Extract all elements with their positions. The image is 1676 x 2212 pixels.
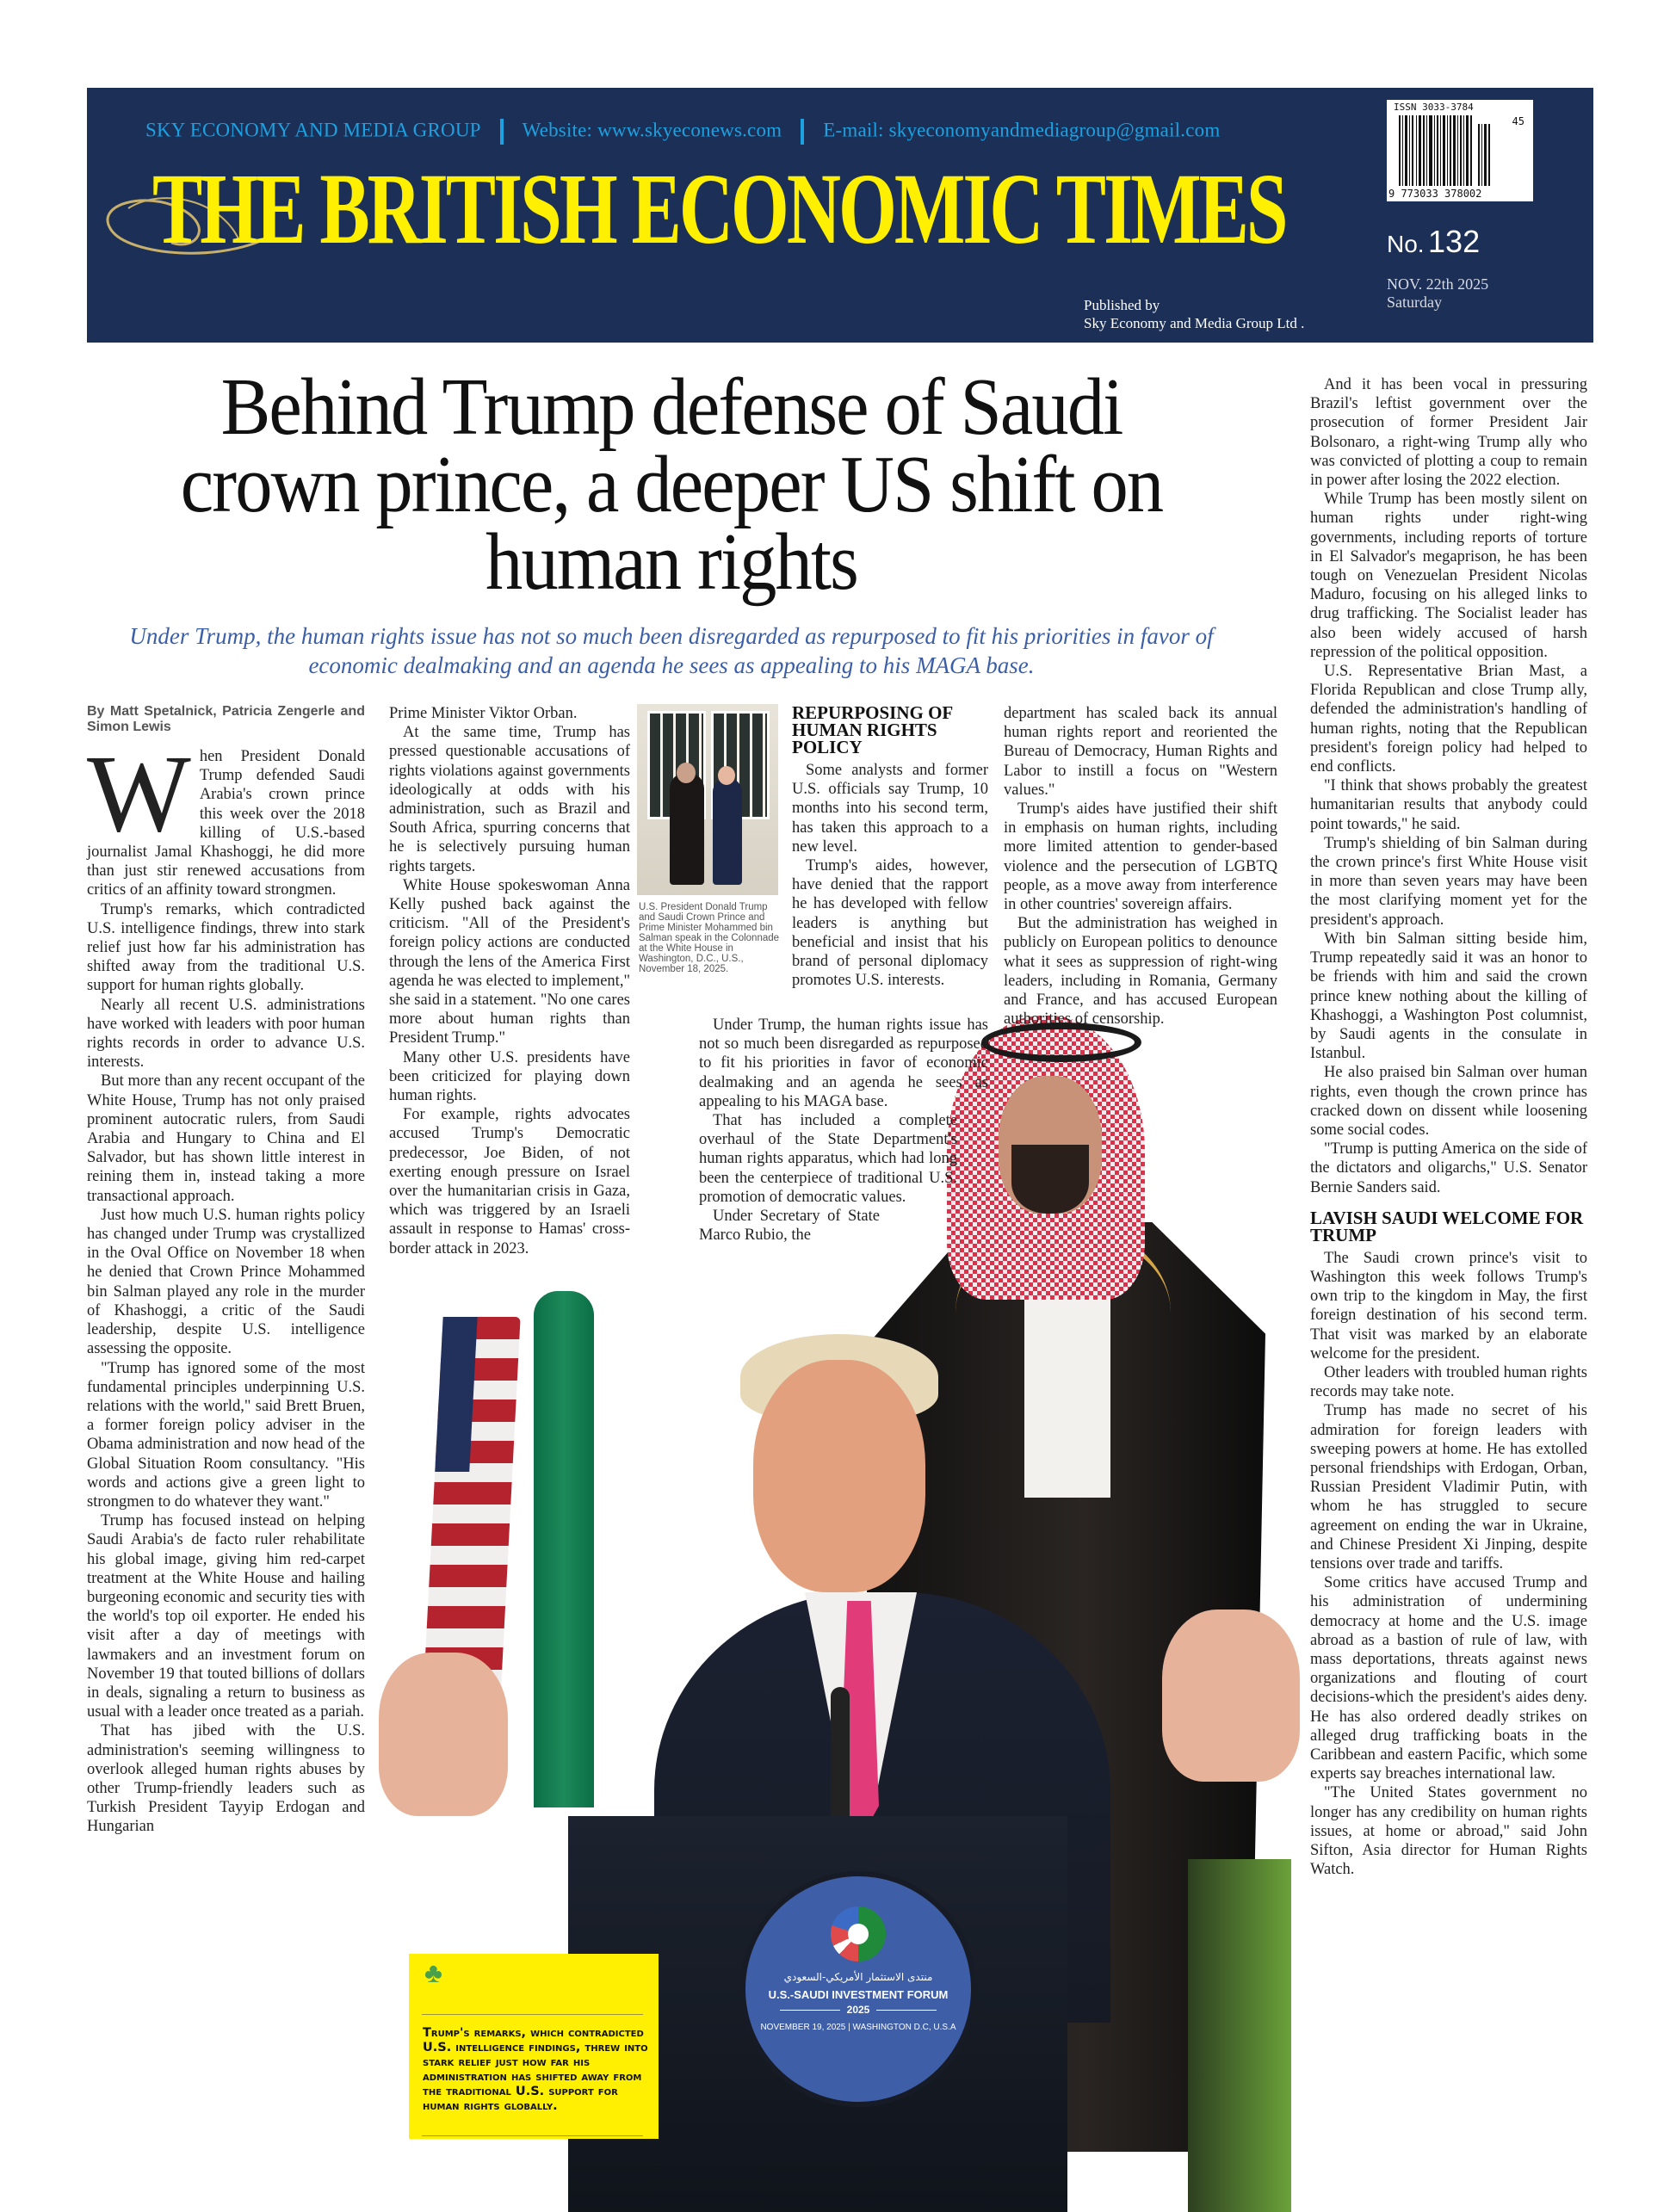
paragraph: Some analysts and former U.S. officials say Trump, 10 months into his second term, has taken this approach to a new level.: [792, 762, 988, 856]
subhead-lavish-welcome: LAVISH SAUDI WELCOME FOR TRUMP: [1310, 1207, 1584, 1245]
paragraph: "The United States government no longer has any credibility on human rights issues, at home or abroad," said John Sifton, Asia director for Human Rights Watch.: [1310, 1784, 1587, 1879]
paragraph: The Saudi crown prince's visit to Washington this week follows Trump's own trip to the kingdom in May, the first foreign destination of his second term. That visit was marked by an elaborate welcome for the president.: [1310, 1249, 1587, 1362]
paragraph: Nearly all recent U.S. administrations have worked with leaders with poor human rights records in order to advance U.S. interests.: [87, 996, 365, 1072]
prince-beard: [1011, 1145, 1089, 1214]
byline: By Matt Spetalnick, Patricia Zengerle and Simon Lewis: [87, 704, 365, 734]
trump-face: [753, 1360, 925, 1592]
divider: [801, 119, 804, 145]
paragraph: Trump's aides, however, have denied that the rapport he has developed with fellow leaders is anything but beneficial and insist that his brand of personal diplomacy promotes U.S. interests.: [792, 857, 988, 990]
paragraph: And it has been vocal in pressuring Brazil's leftist government over the prosecution of former President Jair Bolsonaro, a right-wing Trump ally who was convicted of plotting a coup to remain in power after losing the 2022 election.: [1310, 376, 1587, 490]
forum-seal: [745, 1876, 971, 2102]
newspaper-title: THE BRITISH ECONOMIC TIMES: [152, 152, 1286, 265]
paragraph: "Trump has ignored some of the most fundamental principles underpinning U.S. relations with the world," said Brett Bruen, a former foreign policy adviser in the Obama administration and now head of the Global Situation Room consultancy. "His words and actions give a green light to strongmen to do whatever they want.": [87, 1359, 365, 1511]
article-column-5: [1310, 375, 1587, 1879]
paragraph: Under Trump, the human rights issue has not so much been disregarded as repurposed to fit his priorities in favor of economic dealmaking and an agenda he sees as appealing to his MAGA base.: [699, 1016, 988, 1110]
divider: [422, 2135, 643, 2136]
barcode-icon: [1399, 115, 1494, 186]
background-foliage: [1188, 1859, 1291, 2212]
issue-value: 132: [1428, 224, 1481, 259]
paragraph: "Trump is putting America on the side of the dictators and oligarchs," U.S. Senator Bernie Sanders said.: [1310, 1140, 1587, 1196]
article-headline: Behind Trump defense of Saudi crown prince, a deeper US shift on human rights: [180, 362, 1163, 607]
paragraph: Trump has made no secret of his admiration for foreign leaders with sweeping powers at home. He has extolled personal friendships with Erdogan, Orban, Russian President Vladimir Putin, with whom he has struggled to secure agreement on ending the war in Ukraine, and Chinese President Xi Jinping, despite tensions over trade and tariffs.: [1310, 1402, 1587, 1572]
paragraph: Many other U.S. presidents have been criticized for playing down human rights.: [389, 1048, 630, 1105]
article-column-4: [1004, 704, 1277, 1029]
date-text: NOV. 22th 2025: [1387, 275, 1489, 293]
article-column-3b: [699, 1016, 988, 1245]
crown-prince-head: [677, 763, 696, 783]
photo-caption: U.S. President Donald Trump and Saudi Crown Prince and Prime Minister Mohammed bin Salman speak in the Colonnade at the White House in Washington, D.C., U.S., November 18, 2025.: [639, 902, 780, 974]
barcode-number: 9 773033 378002: [1388, 188, 1482, 200]
paragraph: Other leaders with troubled human rights records may take note.: [1310, 1363, 1587, 1401]
paragraph: Under Secretary of State Marco Rubio, the: [699, 1208, 880, 1245]
paragraph: Trump has focused instead on helping Saudi Arabia's de facto ruler rehabilitate his global image, giving him red-carpet treatment at the White House and hailing burgeoning economic and security ties with the world's top oil exporter. He ended his visit after a day of meetings with lawmakers and an investment forum on November 19 that touted billions of dollars in deals, signaling a return to business as usual with a leader once treated as a pariah.: [87, 1512, 365, 1721]
microphone: [831, 1687, 850, 1825]
website-link[interactable]: Website: www.skyeconews.com: [522, 119, 782, 141]
paragraph: Some critics have accused Trump and his administration of undermining democracy at home and the U.S. image abroad as a bastion of rule of law, with mass deportations, threats against news organizations and flouting of court decisions-which the president's aides deny. He has also ordered deadly strikes on alleged drug trafficking boats in the Caribbean and eastern Pacific, which some experts say breaches international law.: [1310, 1574, 1587, 1783]
paragraph: Trump's remarks, which contradicted U.S. intelligence findings, threw into stark relief just how far his administration has shifted away from the traditional U.S. support for human rights globally.: [87, 900, 365, 995]
trump-left-hand: [379, 1653, 508, 1816]
pull-quote-text: Trump's remarks, which contradicted U.S. intelligence findings, threw into stark relief just how far his administration has shifted away from the traditional U.S. support for human rights globally.: [423, 2026, 648, 2113]
paragraph: Trump's shielding of bin Salman during the crown prince's first White House visit in more than seven years may have been the most clarifying moment yet for the president's approach.: [1310, 834, 1587, 929]
forum-title: U.S.-SAUDI INVESTMENT FORUM: [768, 1988, 949, 2001]
paragraph: That has jibed with the U.S. administration's seeming willingness to overlook alleged human rights abuses by other Trump-friendly leaders such as Turkish President Tayyip Erdogan and Hungarian: [87, 1722, 365, 1836]
article-column-2: [389, 704, 630, 1258]
saudi-flag: [534, 1291, 594, 1807]
paragraph: Trump's aides have justified their shift in emphasis on human rights, including more limited attention to gender-based violence and the persecution of LGBTQ people, as a move away from interference in other countries' sovereign affairs.: [1004, 800, 1277, 914]
paragraph: But more than any recent occupant of the White House, Trump has not only praised prominent autocratic rulers, from Saudi Arabia and Hungary to China and El Salvador, but has shown little interest in reining them in, instead taking a more transactional approach.: [87, 1072, 365, 1205]
white-house-photo: [637, 704, 778, 895]
paragraph: He also praised bin Salman over human rights, even though the crown prince has cracked down on dissent while loosening some social codes.: [1310, 1064, 1587, 1139]
publisher-info: [1084, 296, 1304, 332]
email-link[interactable]: E-mail: skyeconomyandmediagroup@gmail.com: [823, 119, 1221, 141]
flag-canton: [435, 1317, 477, 1472]
weekday-text: Saturday: [1387, 293, 1442, 311]
paragraph: Prime Minister Viktor Orban.: [389, 705, 578, 722]
article-deck: Under Trump, the human rights issue has not so much been disregarded as repurposed to fit his priorities in favor of economic dealmaking and an agenda he sees as appealing to his MAGA base.: [129, 623, 1214, 678]
trump-figure: [713, 778, 742, 885]
article-column-1: [87, 704, 365, 1837]
drop-cap: W: [87, 732, 191, 855]
group-name: SKY ECONOMY AND MEDIA GROUP: [145, 119, 481, 141]
paragraph: Just how much U.S. human rights policy has changed under Trump was crystallized in the Oval Office on November 18 when he denied that Crown Prince Mohammed bin Salman played any role in the murder of Khashoggi, a critic of the Saudi leadership, despite U.S. intelligence assessing the opposite.: [87, 1206, 365, 1358]
paragraph: "I think that shows probably the greatest humanitarian results that anybody could point towards," he said.: [1310, 777, 1587, 833]
paragraph: For example, rights advocates accused Trump's Democratic predecessor, Joe Biden, of not exerting enough pressure on Israel over the humanitarian crisis in Gaza, which was triggered by an Israeli assault in response to Hamas' cross-border attack in 2023.: [389, 1106, 630, 1257]
forum-date-location: NOVEMBER 19, 2025 | WASHINGTON D.C, U.S.A: [760, 2023, 956, 2032]
forum-arabic-title: منتدى الاستثمار الأمريكي-السعودي: [783, 1971, 933, 1983]
masthead-contact-line: [145, 119, 1220, 145]
issue-label: No.: [1387, 231, 1425, 257]
subhead-repurposing: REPURPOSING OF HUMAN RIGHTS POLICY: [792, 702, 953, 757]
forum-year: 2025: [745, 2004, 971, 2016]
divider: [422, 2014, 643, 2015]
paragraph: U.S. Representative Brian Mast, a Florida Republican and close Trump ally, defended the administration's handling of human rights, noting that the Republican president's foreign policy had helped to end conflicts.: [1310, 663, 1587, 776]
forum-logo-icon: [831, 1906, 886, 1962]
masthead: [87, 88, 1593, 343]
paragraph: At the same time, Trump has pressed questionable accusations of rights violations against governments ideologically at odds with his administration, such as Brazil and South Africa, spurring concerns that he is selectively pursuing human rights targets.: [389, 724, 630, 875]
published-by-label: Published by: [1084, 297, 1160, 313]
crown-prince-figure: [670, 773, 704, 885]
divider: [500, 119, 504, 145]
publisher-name: Sky Economy and Media Group Ltd .: [1084, 315, 1305, 331]
paragraph: When President Donald Trump defended Saudi Arabia's crown prince this week over the 2018 killing of U.S.-based journalist Jamal Khashoggi, he did more than just stir renewed accusations from critics of an affinity toward strongmen.: [87, 732, 365, 899]
issue-date: [1387, 275, 1488, 312]
paragraph: But the administration has weighed in publicly on European politics to denounce what it sees as suppression of right-wing leaders, including in Romania, Germany and France, and has accused European authorities of censorship.: [1004, 915, 1277, 1029]
trump-head: [718, 766, 735, 785]
paragraph: department has scaled back its annual human rights report and reoriented the Bureau of Democracy, Human Rights and Labor to instill a focus on "Western values.": [1004, 705, 1277, 799]
issue-number: [1387, 224, 1480, 260]
paragraph: While Trump has been mostly silent on human rights under right-wing governments, including reports of torture in El Salvador's megaprison, he has been tough on Venezuelan President Nicolas Maduro, focusing on his alleged links to drug trafficking. The Socialist leader has also been widely accused of harsh repression of the political opposition.: [1310, 491, 1587, 661]
barcode-addon: 45: [1512, 115, 1524, 127]
issn-barcode: [1387, 100, 1533, 201]
issn-number: ISSN 3033-3784: [1394, 102, 1474, 113]
article-column-3: [792, 704, 988, 990]
paragraph: With bin Salman sitting beside him, Trump repeatedly said it was an honor to be friends with him and said the crown prince knew nothing about the killing of Khashoggi, a Washington Post columnist, by Saudi agents in the consulate in Istanbul.: [1310, 930, 1587, 1063]
paragraph: That has included a complete overhaul of the State Department's human rights apparatus, which had long been the centerpiece of traditional U.S. promotion of democratic values.: [699, 1112, 957, 1206]
trump-right-hand: [1162, 1610, 1300, 1782]
paragraph: White House spokeswoman Anna Kelly pushed back against the criticism. "All of the President's foreign policy actions are conducted through the lens of the America First agenda he was elected to implement," she said in a statement. "No one cares more about human rights than President Trump.": [389, 876, 630, 1047]
club-icon: ♣: [424, 1957, 442, 1988]
pull-quote-box: [409, 1954, 659, 2139]
